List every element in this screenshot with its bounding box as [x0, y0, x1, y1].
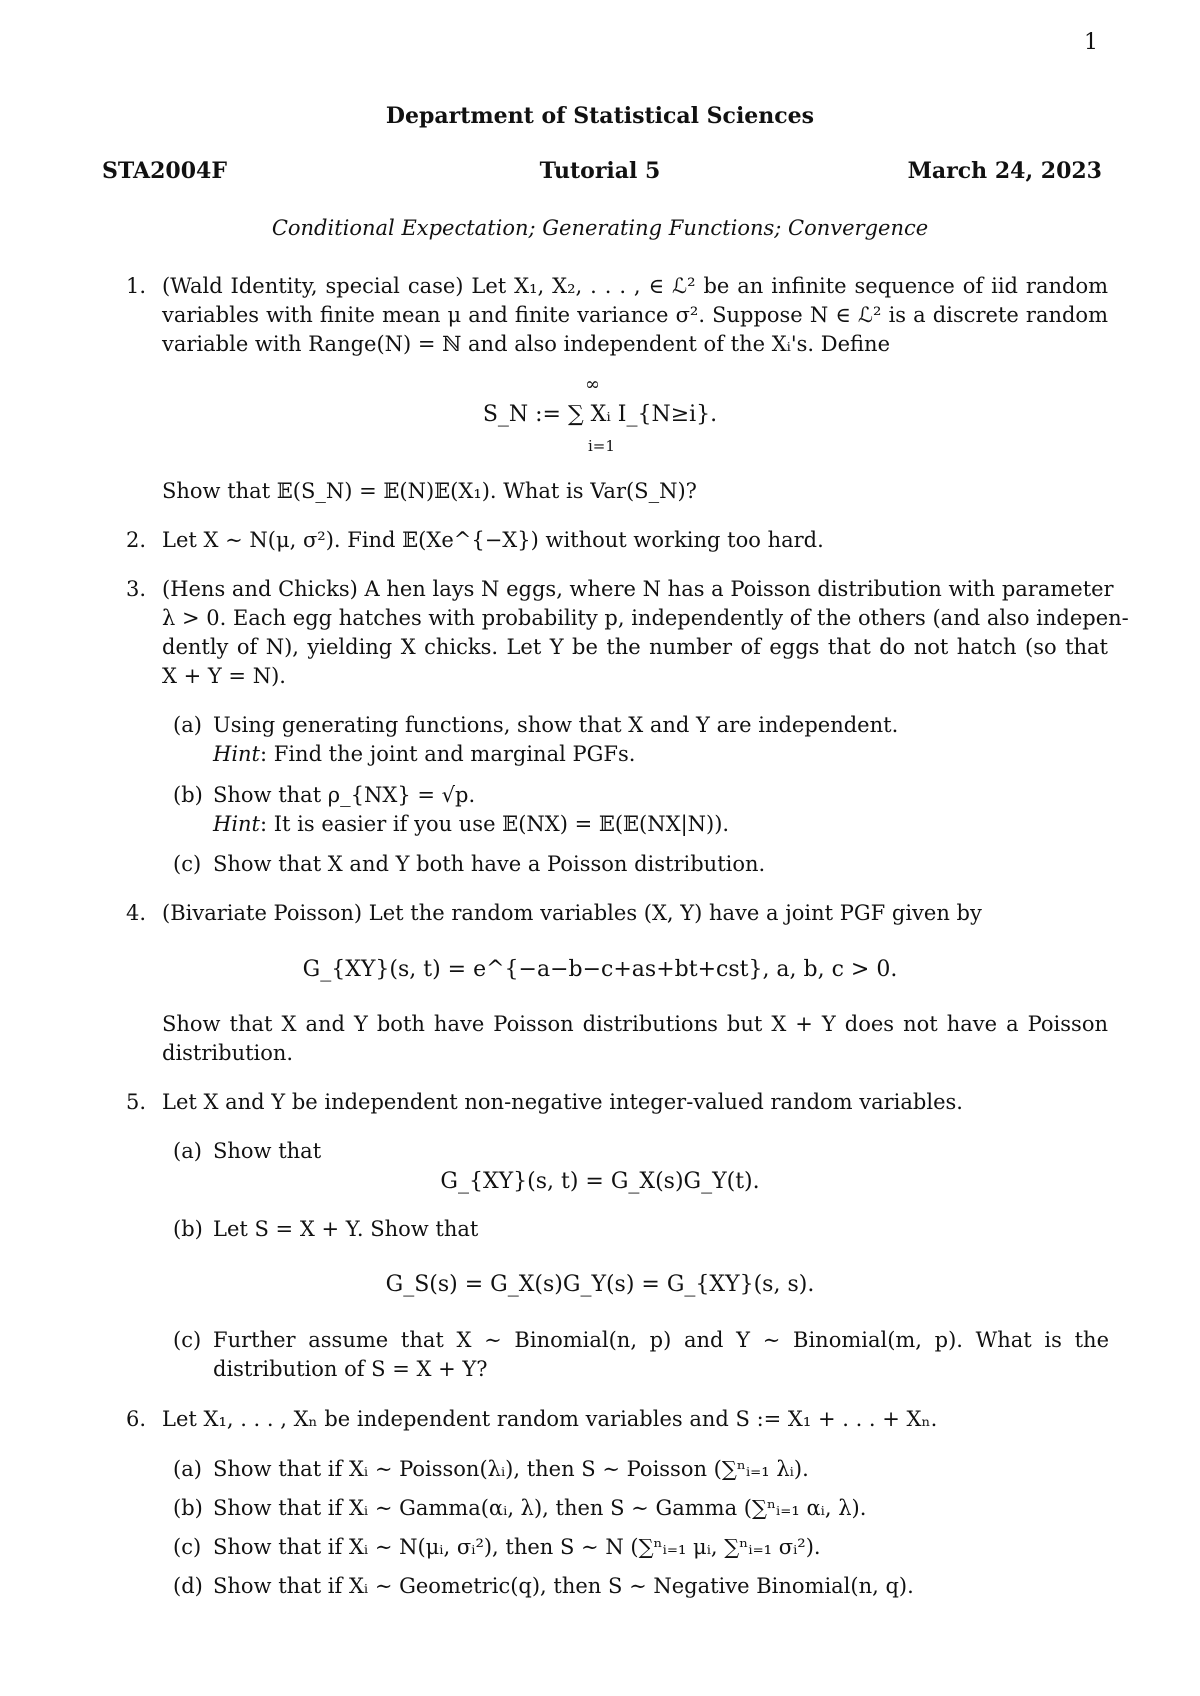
- department-title: Department of Statistical Sciences: [385, 103, 815, 129]
- question-4-line-1: Show that X and Y both have Poisson distributions but X + Y does not have a Poisson: [162, 1012, 1108, 1036]
- tutorial-date: March 24, 2023: [907, 158, 1102, 184]
- question-2-text: Let X ∼ N(μ, σ²). Find 𝔼(Xe^{−X}) without working too hard.: [162, 528, 824, 552]
- question-4-number: 4.: [126, 901, 147, 925]
- question-4-line-2: distribution.: [162, 1041, 294, 1065]
- question-2-number: 2.: [126, 528, 147, 552]
- question-3-line-1: (Hens and Chicks) A hen lays N eggs, where N has a Poisson distribution with parameter: [162, 577, 1114, 601]
- question-3b-hint-label: Hint: [213, 812, 260, 836]
- question-3-line-3: dently of N), yielding X chicks. Let Y be the number of eggs that do not hatch (so that: [162, 635, 1108, 659]
- question-5b-text: Let S = X + Y. Show that: [213, 1217, 479, 1241]
- question-1-line-3: variable with Range(N) = ℕ and also independent of the Xᵢ's. Define: [162, 332, 891, 356]
- question-1-equation: S_N := ∑ Xᵢ I_{N≥i}.: [482, 402, 718, 427]
- question-6c-text: Show that if Xᵢ ∼ N(μᵢ, σᵢ²), then S ∼ N (∑ⁿᵢ₌₁ μᵢ, ∑ⁿᵢ₌₁ σᵢ²).: [213, 1535, 821, 1559]
- question-6b-text: Show that if Xᵢ ∼ Gamma(αᵢ, λ), then S ∼ Gamma (∑ⁿᵢ₌₁ αᵢ, λ).: [213, 1496, 867, 1520]
- question-3-line-4: X + Y = N).: [162, 664, 286, 688]
- topics-subtitle: Conditional Expectation; Generating Functions; Convergence: [271, 216, 929, 240]
- page-number: 1: [1084, 30, 1098, 55]
- question-3c-label: (c): [173, 852, 202, 876]
- question-3b-text: Show that ρ_{NX} = √p.: [213, 783, 476, 807]
- question-3a-hint-label: Hint: [213, 742, 260, 766]
- question-5-text: Let X and Y be independent non-negative integer-valued random variables.: [162, 1090, 963, 1114]
- question-3a-label: (a): [173, 713, 202, 737]
- question-1-number: 1.: [126, 274, 147, 298]
- question-5a-label: (a): [173, 1139, 202, 1163]
- question-6d-label: (d): [173, 1574, 203, 1598]
- question-1-line-2: variables with finite mean μ and finite variance σ². Suppose N ∈ ℒ² is a discrete random: [162, 303, 1108, 327]
- question-1-closing: Show that 𝔼(S_N) = 𝔼(N)𝔼(X₁). What is Var(S_N)?: [162, 479, 697, 503]
- question-4-text: (Bivariate Poisson) Let the random variables (X, Y) have a joint PGF given by: [162, 901, 982, 925]
- sum-upper-limit: ∞: [585, 374, 600, 395]
- question-6d-text: Show that if Xᵢ ∼ Geometric(q), then S ∼ Negative Binomial(n, q).: [213, 1574, 914, 1598]
- question-5a-text: Show that: [213, 1139, 322, 1163]
- tutorial-title: Tutorial 5: [539, 158, 661, 184]
- question-5c-label: (c): [173, 1328, 202, 1352]
- question-3-line-2: λ > 0. Each egg hatches with probability p, independently of the others (and also indepen-: [162, 606, 1129, 630]
- question-5a-equation: G_{XY}(s, t) = G_X(s)G_Y(t).: [440, 1169, 760, 1194]
- question-5b-label: (b): [173, 1217, 203, 1241]
- question-5b-equation: G_S(s) = G_X(s)G_Y(s) = G_{XY}(s, s).: [385, 1272, 815, 1297]
- question-3b-label: (b): [173, 783, 203, 807]
- question-3a-hint: : Find the joint and marginal PGFs.: [260, 742, 636, 766]
- question-5-number: 5.: [126, 1090, 147, 1114]
- question-5c-line-2: distribution of S = X + Y?: [213, 1357, 488, 1381]
- question-5c-line-1: Further assume that X ∼ Binomial(n, p) and Y ∼ Binomial(m, p). What is the: [213, 1328, 1109, 1352]
- question-6a-text: Show that if Xᵢ ∼ Poisson(λᵢ), then S ∼ Poisson (∑ⁿᵢ₌₁ λᵢ).: [213, 1457, 809, 1481]
- question-3b-hint: : It is easier if you use 𝔼(NX) = 𝔼(𝔼(NX|N)).: [260, 812, 730, 836]
- sum-lower-limit: i=1: [588, 437, 615, 455]
- question-3a-text: Using generating functions, show that X and Y are independent.: [213, 713, 899, 737]
- question-6-number: 6.: [126, 1407, 147, 1431]
- question-6-text: Let X₁, . . . , Xₙ be independent random variables and S := X₁ + . . . + Xₙ.: [162, 1407, 938, 1431]
- course-code: STA2004F: [102, 158, 227, 184]
- question-4-equation: G_{XY}(s, t) = e^{−a−b−c+as+bt+cst}, a, b, c > 0.: [302, 957, 898, 982]
- question-1-line-1: (Wald Identity, special case) Let X₁, X₂, . . . , ∈ ℒ² be an infinite sequence of iid random: [162, 274, 1108, 298]
- question-3c-text: Show that X and Y both have a Poisson distribution.: [213, 852, 766, 876]
- question-6b-label: (b): [173, 1496, 203, 1520]
- question-6a-label: (a): [173, 1457, 202, 1481]
- question-3-number: 3.: [126, 577, 147, 601]
- question-6c-label: (c): [173, 1535, 202, 1559]
